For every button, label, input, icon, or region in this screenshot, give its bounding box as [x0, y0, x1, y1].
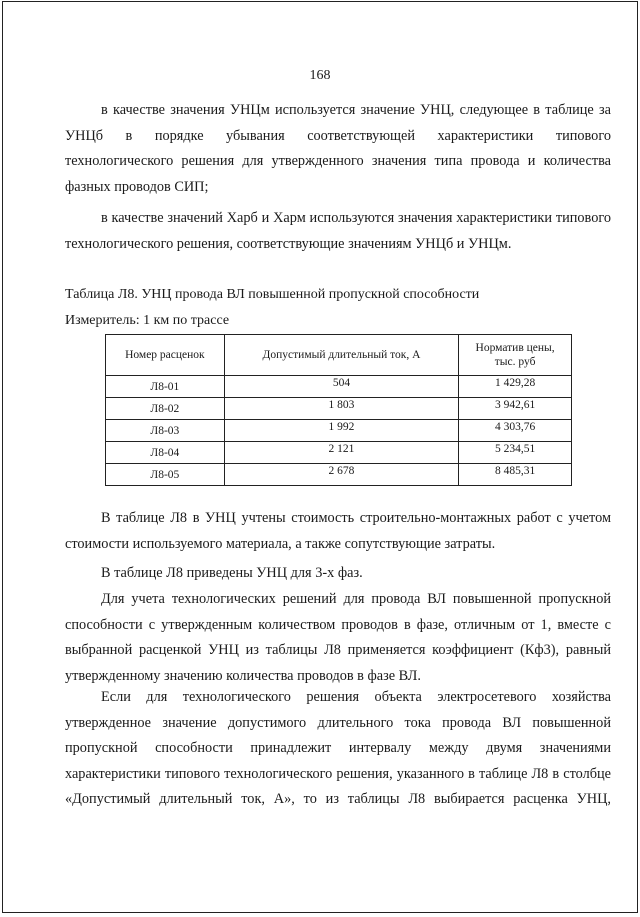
text-line: «Допустимый длительный ток, А», то из таблицы Л8 выбирается расценка УНЦ,	[65, 791, 611, 807]
page-number: 168	[309, 68, 331, 83]
column-header-line: Норматив цены,	[475, 342, 555, 354]
paragraph-4	[65, 561, 611, 587]
paragraph-5	[65, 587, 611, 689]
column-header: Номер расценок	[106, 335, 225, 376]
table-row	[106, 376, 572, 398]
text-line: УНЦб в порядке убывания соответствующей характеристики типового	[65, 127, 611, 144]
table-cell: 2 121	[224, 442, 458, 464]
column-header: Допустимый длительный ток, А	[224, 335, 458, 376]
document-page	[2, 1, 638, 913]
table-row	[106, 442, 572, 464]
column-header-line: тыс. руб	[494, 356, 536, 368]
table-header-row	[106, 335, 572, 376]
table-cell: Л8-04	[106, 442, 225, 464]
text-line: утвержденное значение допустимого длительного тока провода ВЛ повышенной	[65, 714, 611, 731]
table-cell: 2 678	[224, 464, 458, 486]
table-cell: 5 234,51	[459, 442, 572, 464]
text-line: в качестве значения УНЦм используется значение УНЦ, следующее в таблице за	[101, 102, 611, 118]
paragraph-6	[65, 685, 611, 813]
text-line: утвержденному значению количества проводов в фазе ВЛ.	[65, 667, 421, 684]
table-cell: Л8-02	[106, 398, 225, 420]
table-cell: 1 429,28	[459, 376, 572, 398]
text-line: технологического решения, соответствующие значениям УНЦб и УНЦм.	[65, 235, 512, 252]
table-cell: 8 485,31	[459, 464, 572, 486]
table-cell: Л8-01	[106, 376, 225, 398]
table-cell: 1 803	[224, 398, 458, 420]
paragraph-1	[65, 98, 611, 200]
text-line: пропускной способности принадлежит интервалу между двумя значениями	[65, 740, 611, 756]
price-table	[105, 334, 572, 486]
text-line: В таблице Л8 приведены УНЦ для 3-х фаз.	[101, 565, 363, 581]
paragraph-3	[65, 506, 611, 557]
text-line: Для учета технологических решений для провода ВЛ повышенной пропускной	[101, 591, 611, 607]
paragraph-2	[65, 206, 611, 257]
table-cell: Л8-03	[106, 420, 225, 442]
text-line: в качестве значений Харб и Харм используются значения характеристики типового	[101, 210, 611, 226]
text-line: технологического решения для утвержденного значения типа провода и количества	[65, 153, 611, 169]
text-line: В таблице Л8 в УНЦ учтены стоимость строительно-монтажных работ с учетом	[101, 510, 611, 526]
text-line: Если для технологического решения объекта электросетевого хозяйства	[101, 689, 611, 705]
column-header	[459, 335, 572, 376]
table-cell: 504	[224, 376, 458, 398]
text-line: выбранной расценкой УНЦ из таблицы Л8 применяется коэффициент (Кф3), равный	[65, 642, 611, 658]
table-cell: 4 303,76	[459, 420, 572, 442]
table-cell: 3 942,61	[459, 398, 572, 420]
table-unit: Измеритель: 1 км по трассе	[65, 313, 230, 328]
text-line: характеристики типового технологического решения, указанного в таблице Л8 в столбце	[65, 765, 611, 782]
text-line: способности с утвержденным количеством проводов в фазе, отличным от 1, вместе с	[65, 616, 611, 633]
text-line: стоимости используемого материала, а также сопутствующие затраты.	[65, 535, 496, 552]
table-cell: 1 992	[224, 420, 458, 442]
text-line: фазных проводов СИП;	[65, 178, 209, 195]
table-caption: Таблица Л8. УНЦ провода ВЛ повышенной пропускной способности	[65, 287, 480, 302]
table-cell: Л8-05	[106, 464, 225, 486]
table-row	[106, 420, 572, 442]
table-row	[106, 464, 572, 486]
table-row	[106, 398, 572, 420]
